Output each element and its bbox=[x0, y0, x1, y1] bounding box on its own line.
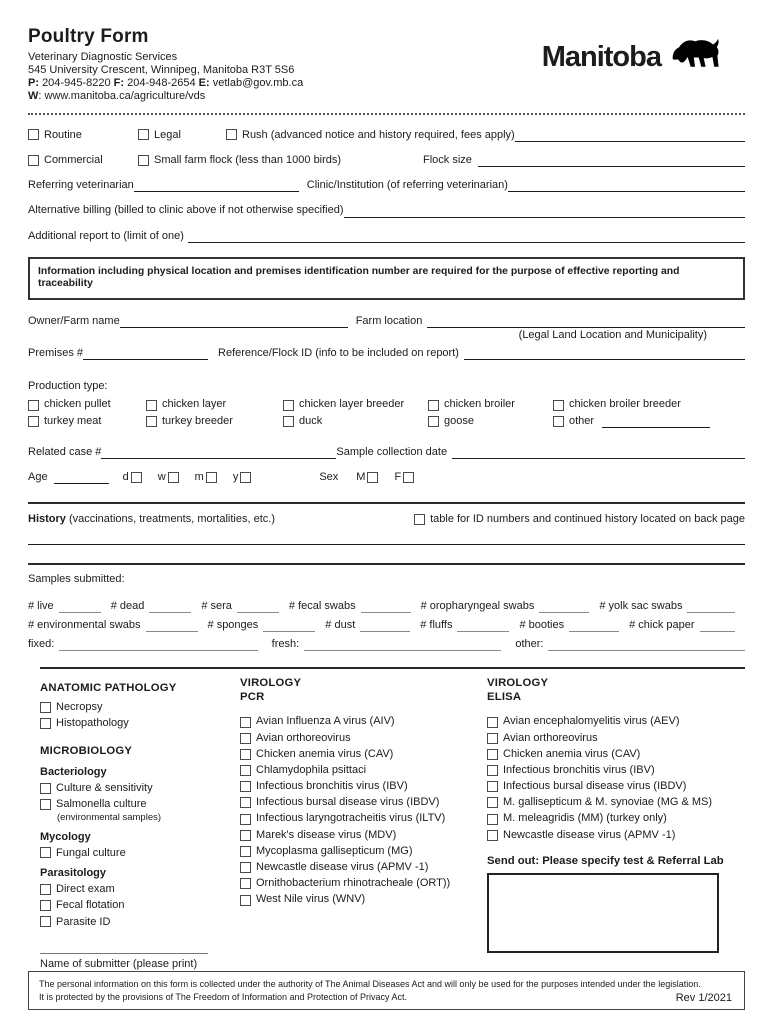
fixed-field[interactable] bbox=[59, 640, 257, 651]
reference-label: Reference/Flock ID (info to be included on report) bbox=[218, 347, 459, 360]
culture-sensitivity-checkbox[interactable] bbox=[40, 783, 51, 794]
owner-field[interactable] bbox=[120, 316, 348, 328]
section-divider bbox=[28, 563, 745, 565]
back-page-checkbox[interactable] bbox=[414, 514, 425, 525]
production-option bbox=[428, 398, 553, 411]
sample-label: # environmental swabs bbox=[28, 618, 141, 631]
referring-vet-row bbox=[28, 179, 745, 192]
age-label: Age bbox=[28, 471, 48, 484]
test-option bbox=[40, 899, 240, 912]
sample-label: # dead bbox=[110, 599, 145, 612]
fecal-flotation-checkbox[interactable] bbox=[40, 900, 51, 911]
priority-row bbox=[28, 129, 745, 142]
fecal-swabs-field[interactable] bbox=[361, 602, 411, 613]
option-label: Newcastle disease virus (APMV -1) bbox=[503, 828, 676, 841]
production-option bbox=[28, 415, 146, 428]
pcr-option bbox=[240, 829, 487, 842]
related-case-label: Related case # bbox=[28, 445, 102, 458]
elisa-option bbox=[487, 732, 745, 745]
sendout-box-field[interactable] bbox=[487, 873, 719, 953]
other-samples-field[interactable] bbox=[548, 640, 745, 651]
alt-billing-field[interactable] bbox=[344, 206, 746, 218]
production-option-other bbox=[553, 415, 745, 428]
samples-label: Samples submitted: bbox=[28, 572, 125, 585]
fluffs-field[interactable] bbox=[457, 621, 509, 632]
premises-row bbox=[28, 347, 745, 360]
pcr-list bbox=[240, 715, 487, 906]
fresh-item bbox=[272, 638, 502, 651]
collection-date-field[interactable] bbox=[452, 447, 745, 459]
rush-label: Rush (advanced notice and history required, fees apply) bbox=[242, 128, 515, 141]
legal-label: Legal bbox=[154, 128, 181, 141]
privacy-footer bbox=[28, 971, 745, 1010]
age-unit-days bbox=[123, 471, 142, 484]
alt-billing-row bbox=[28, 204, 745, 217]
female-label: F bbox=[394, 471, 402, 484]
sample-label: # fluffs bbox=[420, 618, 453, 631]
premises-field[interactable] bbox=[83, 348, 208, 360]
option-label: M. gallisepticum & M. synoviae (MG & MS) bbox=[503, 796, 713, 809]
anatomic-pathology-title: ANATOMIC PATHOLOGY bbox=[40, 682, 177, 695]
unit-label: y bbox=[232, 471, 239, 484]
owner-label: Owner/Farm name bbox=[28, 314, 120, 327]
elisa-option bbox=[487, 715, 745, 728]
privacy-line-2: It is protected by the provisions of The Freedom of Information and Protection of Privacy Act. bbox=[39, 992, 408, 1002]
commercial-checkbox[interactable] bbox=[28, 155, 39, 166]
pcr-checkbox[interactable] bbox=[240, 814, 251, 825]
history-row bbox=[28, 513, 745, 526]
test-option bbox=[40, 847, 240, 860]
production-option bbox=[553, 398, 745, 411]
header-address-block bbox=[28, 51, 303, 103]
elisa-list bbox=[487, 715, 745, 842]
parasitology-title: Parasitology bbox=[40, 867, 107, 880]
samples-row-1 bbox=[28, 600, 745, 613]
web-label: W bbox=[28, 89, 39, 102]
age-unit-years bbox=[233, 471, 252, 484]
option-label: Chicken anemia virus (CAV) bbox=[256, 747, 394, 760]
live-count-field[interactable] bbox=[59, 602, 101, 613]
back-page-label: table for ID numbers and continued history located on back page bbox=[430, 513, 745, 526]
pcr-checkbox[interactable] bbox=[240, 846, 251, 857]
oropharyngeal-swabs-field[interactable] bbox=[539, 602, 589, 613]
option-label: Avian orthoreovirus bbox=[503, 731, 598, 744]
sample-label: other: bbox=[515, 638, 544, 651]
premises-label: Premises # bbox=[28, 347, 84, 360]
clinic-field[interactable] bbox=[508, 180, 745, 192]
virology-pcr-title bbox=[240, 677, 487, 704]
goose-checkbox[interactable] bbox=[428, 416, 439, 427]
phone-value: 204-945-8220 bbox=[42, 76, 111, 89]
option-label: Infectious bursal disease virus (IBDV) bbox=[256, 796, 440, 809]
production-option bbox=[428, 415, 553, 428]
additional-report-label: Additional report to (limit of one) bbox=[28, 229, 184, 242]
sample-label: # live bbox=[28, 599, 54, 612]
commercial-option bbox=[28, 154, 138, 167]
sample-label: # dust bbox=[325, 618, 356, 631]
option-label: M. meleagridis (MM) (turkey only) bbox=[503, 812, 667, 825]
age-weeks-checkbox[interactable] bbox=[168, 472, 179, 483]
test-selection-columns bbox=[28, 677, 745, 971]
pcr-option bbox=[240, 796, 487, 809]
privacy-line-1: The personal information on this form is collected under the authority of The Animal Diseases Act and will only be used for the purposes intended under the legislation. bbox=[39, 979, 701, 989]
history-heading bbox=[28, 513, 275, 526]
history-write-field[interactable] bbox=[28, 528, 745, 544]
fresh-field[interactable] bbox=[304, 640, 501, 651]
elisa-option bbox=[487, 796, 745, 809]
elisa-checkbox[interactable] bbox=[487, 814, 498, 825]
rush-checkbox[interactable] bbox=[226, 129, 237, 140]
pcr-option bbox=[240, 748, 487, 761]
submitter-signature-field[interactable] bbox=[40, 953, 208, 954]
web-value: : www.manitoba.ca/agriculture/vds bbox=[38, 89, 206, 102]
option-label: Avian Influenza A virus (AIV) bbox=[256, 715, 395, 728]
virology-title-line1: VIROLOGY bbox=[240, 677, 302, 690]
alt-billing-label: Alternative billing (billed to clinic above if not otherwise specified) bbox=[28, 204, 344, 217]
elisa-option bbox=[487, 764, 745, 777]
sample-label: # sponges bbox=[207, 618, 259, 631]
traceability-notice: Information including physical location and premises identification number are required for the purpose of effective reporting and traceability bbox=[28, 257, 745, 300]
test-option bbox=[40, 717, 240, 730]
bacteriology-title: Bacteriology bbox=[40, 765, 107, 778]
option-label: Ornithobacterium rhinotracheale (ORT)) bbox=[256, 877, 451, 890]
sample-label: # sera bbox=[201, 599, 232, 612]
microbiology-title: MICROBIOLOGY bbox=[40, 745, 133, 758]
option-label: chicken pullet bbox=[44, 398, 111, 411]
referring-vet-field[interactable] bbox=[134, 180, 299, 192]
option-label: chicken layer breeder bbox=[299, 398, 405, 411]
pcr-checkbox[interactable] bbox=[240, 797, 251, 808]
unit-label: w bbox=[157, 471, 166, 484]
org-web bbox=[28, 90, 303, 103]
option-label: chicken layer bbox=[162, 398, 227, 411]
history-label: History bbox=[28, 513, 66, 526]
email-value: vetlab@gov.mb.ca bbox=[212, 76, 304, 89]
pcr-checkbox[interactable] bbox=[240, 862, 251, 873]
small-farm-label: Small farm flock (less than 1000 birds) bbox=[154, 153, 342, 166]
pcr-option bbox=[240, 845, 487, 858]
pcr-option bbox=[240, 732, 487, 745]
unit-label: d bbox=[122, 471, 129, 484]
option-label: Infectious bronchitis virus (IBV) bbox=[256, 780, 408, 793]
age-unit-weeks bbox=[158, 471, 179, 484]
chicken-layer-checkbox[interactable] bbox=[146, 400, 157, 411]
option-label: Marek's disease virus (MDV) bbox=[256, 828, 397, 841]
production-option bbox=[283, 398, 428, 411]
additional-report-field[interactable] bbox=[188, 231, 745, 243]
sample-label: fresh: bbox=[271, 638, 300, 651]
virology-elisa-column bbox=[487, 677, 745, 971]
pcr-option bbox=[240, 877, 487, 890]
option-label: Avian encephalomyelitis virus (AEV) bbox=[503, 715, 680, 728]
sex-female-option bbox=[394, 471, 414, 484]
option-label: other bbox=[569, 414, 595, 427]
page-title: Poultry Form bbox=[28, 26, 149, 47]
section-divider bbox=[40, 667, 745, 669]
option-label: West Nile virus (WNV) bbox=[256, 893, 366, 906]
necropsy-checkbox[interactable] bbox=[40, 702, 51, 713]
turkey-meat-checkbox[interactable] bbox=[28, 416, 39, 427]
additional-report-row bbox=[28, 230, 745, 243]
flock-size-field[interactable] bbox=[478, 155, 745, 167]
dead-count-field[interactable] bbox=[149, 602, 191, 613]
age-unit-months bbox=[195, 471, 217, 484]
legal-option bbox=[138, 129, 226, 142]
rush-detail-field[interactable] bbox=[515, 130, 745, 142]
other-field[interactable] bbox=[602, 417, 710, 428]
age-field[interactable] bbox=[54, 472, 109, 484]
production-option bbox=[146, 415, 283, 428]
option-label: Salmonella culture bbox=[56, 798, 147, 811]
pcr-option bbox=[240, 715, 487, 728]
manitoba-wordmark: Manitoba bbox=[541, 40, 661, 73]
org-address: 545 University Crescent, Winnipeg, Manitoba R3T 5S6 bbox=[28, 63, 295, 76]
submitter-label: Name of submitter (please print) bbox=[40, 957, 198, 970]
pcr-checkbox[interactable] bbox=[240, 733, 251, 744]
elisa-option bbox=[487, 748, 745, 761]
related-case-field[interactable] bbox=[101, 447, 336, 459]
chicken-broiler-breeder-checkbox[interactable] bbox=[553, 400, 564, 411]
booties-field[interactable] bbox=[569, 621, 619, 632]
referring-vet-label: Referring veterinarian bbox=[28, 179, 134, 192]
elisa-option bbox=[487, 829, 745, 842]
farm-location-field[interactable] bbox=[427, 316, 745, 328]
option-label: Mycoplasma gallisepticum (MG) bbox=[256, 844, 413, 857]
sample-label: # fecal swabs bbox=[288, 599, 356, 612]
pathology-column bbox=[28, 677, 240, 971]
pcr-checkbox[interactable] bbox=[240, 895, 251, 906]
age-units bbox=[123, 471, 252, 484]
age-months-checkbox[interactable] bbox=[206, 472, 217, 483]
clinic-label: Clinic/Institution (of referring veterinarian) bbox=[306, 179, 508, 192]
sample-label: # yolk sac swabs bbox=[599, 599, 683, 612]
option-label: Infectious bronchitis virus (IBV) bbox=[503, 763, 655, 776]
elisa-checkbox[interactable] bbox=[487, 717, 498, 728]
production-option bbox=[146, 398, 283, 411]
duck-checkbox[interactable] bbox=[283, 416, 294, 427]
fax-value: 204-948-2654 bbox=[127, 76, 196, 89]
elisa-checkbox[interactable] bbox=[487, 733, 498, 744]
elisa-checkbox[interactable] bbox=[487, 765, 498, 776]
pcr-option bbox=[240, 780, 487, 793]
org-contact bbox=[28, 77, 303, 90]
salmonella-culture-checkbox[interactable] bbox=[40, 799, 51, 810]
related-case-row bbox=[28, 446, 745, 459]
virology-pcr-column bbox=[240, 677, 487, 971]
elisa-checkbox[interactable] bbox=[487, 749, 498, 760]
sera-count-field[interactable] bbox=[237, 602, 279, 613]
option-label: turkey meat bbox=[44, 414, 102, 427]
yolk-sac-swabs-field[interactable] bbox=[687, 602, 735, 613]
option-label: Parasite ID bbox=[56, 915, 111, 928]
pcr-option bbox=[240, 861, 487, 874]
option-label: duck bbox=[299, 414, 323, 427]
fungal-culture-checkbox[interactable] bbox=[40, 847, 51, 858]
elisa-checkbox[interactable] bbox=[487, 781, 498, 792]
turkey-breeder-checkbox[interactable] bbox=[146, 416, 157, 427]
age-sex-row bbox=[28, 471, 745, 484]
history-hint: (vaccinations, treatments, mortalities, etc.) bbox=[65, 513, 275, 526]
bison-logo-icon bbox=[669, 34, 731, 80]
test-option bbox=[40, 883, 240, 896]
histopathology-checkbox[interactable] bbox=[40, 718, 51, 729]
option-label: goose bbox=[444, 414, 474, 427]
sample-label: # booties bbox=[519, 618, 565, 631]
test-option bbox=[40, 782, 240, 795]
dust-field[interactable] bbox=[360, 621, 410, 632]
samples-row-2 bbox=[28, 619, 745, 632]
test-option bbox=[40, 798, 240, 811]
flock-size-label: Flock size bbox=[423, 153, 472, 166]
sex-male-option bbox=[356, 471, 378, 484]
farm-location-label: Farm location bbox=[355, 314, 423, 327]
sendout-label: Send out: Please specify test & Referral Lab bbox=[487, 854, 724, 867]
option-label: Infectious laryngotracheitis virus (ILTV) bbox=[256, 812, 446, 825]
org-name: Veterinary Diagnostic Services bbox=[28, 50, 178, 63]
other-item bbox=[515, 638, 745, 651]
virology-elisa-title bbox=[487, 677, 745, 704]
collection-date-label: Sample collection date bbox=[336, 445, 448, 458]
option-label: Avian orthoreovirus bbox=[256, 731, 351, 744]
direct-exam-checkbox[interactable] bbox=[40, 884, 51, 895]
fax-label: F: bbox=[113, 76, 125, 89]
male-label: M bbox=[356, 471, 366, 484]
option-label: Fecal flotation bbox=[56, 899, 125, 912]
sample-label: # oropharyngeal swabs bbox=[420, 599, 535, 612]
pcr-checkbox[interactable] bbox=[240, 765, 251, 776]
sex-label: Sex bbox=[319, 471, 339, 484]
pcr-checkbox[interactable] bbox=[240, 878, 251, 889]
elisa-checkbox[interactable] bbox=[487, 797, 498, 808]
elisa-option bbox=[487, 780, 745, 793]
section-divider bbox=[28, 502, 745, 504]
location-hint: (Legal Land Location and Municipality) bbox=[518, 328, 707, 341]
fixed-item bbox=[28, 638, 258, 651]
samples-row-3 bbox=[28, 638, 745, 651]
production-option bbox=[283, 415, 428, 428]
option-label: Infectious bursal disease virus (IBDV) bbox=[503, 780, 687, 793]
dotted-separator bbox=[28, 113, 745, 115]
option-label: Chicken anemia virus (CAV) bbox=[503, 747, 641, 760]
age-years-checkbox[interactable] bbox=[240, 472, 251, 483]
salmonella-hint: (environmental samples) bbox=[57, 812, 162, 824]
test-option bbox=[40, 916, 240, 929]
email-label: E: bbox=[198, 76, 210, 89]
environmental-swabs-field[interactable] bbox=[146, 621, 198, 632]
sex-male-checkbox[interactable] bbox=[367, 472, 378, 483]
commercial-label: Commercial bbox=[44, 153, 103, 166]
pcr-option bbox=[240, 893, 487, 906]
option-label: chicken broiler breeder bbox=[569, 398, 681, 411]
production-type-grid bbox=[28, 398, 745, 427]
sample-label: # chick paper bbox=[629, 618, 695, 631]
option-label: Newcastle disease virus (APMV -1) bbox=[256, 861, 429, 874]
back-page-option bbox=[414, 513, 745, 526]
chicken-pullet-checkbox[interactable] bbox=[28, 400, 39, 411]
option-label: turkey breeder bbox=[162, 414, 233, 427]
virology-title-line2: ELISA bbox=[487, 690, 522, 703]
sponges-field[interactable] bbox=[263, 621, 315, 632]
chicken-layer-breeder-checkbox[interactable] bbox=[283, 400, 294, 411]
routine-label: Routine bbox=[44, 128, 82, 141]
option-label: Histopathology bbox=[56, 717, 129, 729]
pcr-option bbox=[240, 764, 487, 777]
mycology-title: Mycology bbox=[40, 830, 91, 843]
revision-label: Rev 1/2021 bbox=[675, 992, 732, 1004]
unit-label: m bbox=[194, 471, 204, 484]
option-label: Culture & sensitivity bbox=[56, 781, 153, 794]
reference-field[interactable] bbox=[464, 348, 745, 360]
chick-paper-field[interactable] bbox=[700, 621, 735, 632]
legal-checkbox[interactable] bbox=[138, 129, 149, 140]
manitoba-logo bbox=[542, 34, 731, 80]
pcr-checkbox[interactable] bbox=[240, 781, 251, 792]
test-option bbox=[40, 701, 240, 714]
option-label: Chlamydophila psittaci bbox=[256, 763, 367, 776]
routine-checkbox[interactable] bbox=[28, 129, 39, 140]
virology-title-line1: VIROLOGY bbox=[487, 677, 549, 690]
header-left bbox=[28, 26, 303, 103]
virology-title-line2: PCR bbox=[240, 690, 265, 703]
flock-type-row bbox=[28, 154, 745, 167]
option-label: Fungal culture bbox=[56, 846, 126, 859]
pcr-checkbox[interactable] bbox=[240, 749, 251, 760]
sex-female-checkbox[interactable] bbox=[403, 472, 414, 483]
age-days-checkbox[interactable] bbox=[131, 472, 142, 483]
parasite-id-checkbox[interactable] bbox=[40, 916, 51, 927]
rush-option bbox=[226, 129, 515, 142]
routine-option bbox=[28, 129, 138, 142]
chicken-broiler-checkbox[interactable] bbox=[428, 400, 439, 411]
sample-label: fixed: bbox=[28, 638, 55, 651]
other-checkbox[interactable] bbox=[553, 416, 564, 427]
pcr-checkbox[interactable] bbox=[240, 717, 251, 728]
elisa-checkbox[interactable] bbox=[487, 830, 498, 841]
elisa-option bbox=[487, 812, 745, 825]
pcr-option bbox=[240, 812, 487, 825]
option-label: Necropsy bbox=[56, 700, 103, 713]
pcr-checkbox[interactable] bbox=[240, 830, 251, 841]
option-label: chicken broiler bbox=[444, 398, 515, 411]
location-hint-row bbox=[28, 329, 745, 342]
header bbox=[28, 26, 745, 103]
production-option bbox=[28, 398, 146, 411]
small-farm-checkbox[interactable] bbox=[138, 155, 149, 166]
anatomic-list bbox=[40, 701, 240, 730]
production-type-label: Production type: bbox=[28, 380, 108, 393]
owner-row bbox=[28, 315, 745, 328]
phone-label: P: bbox=[28, 76, 39, 89]
option-label: Direct exam bbox=[56, 883, 115, 896]
small-farm-option bbox=[138, 154, 423, 167]
